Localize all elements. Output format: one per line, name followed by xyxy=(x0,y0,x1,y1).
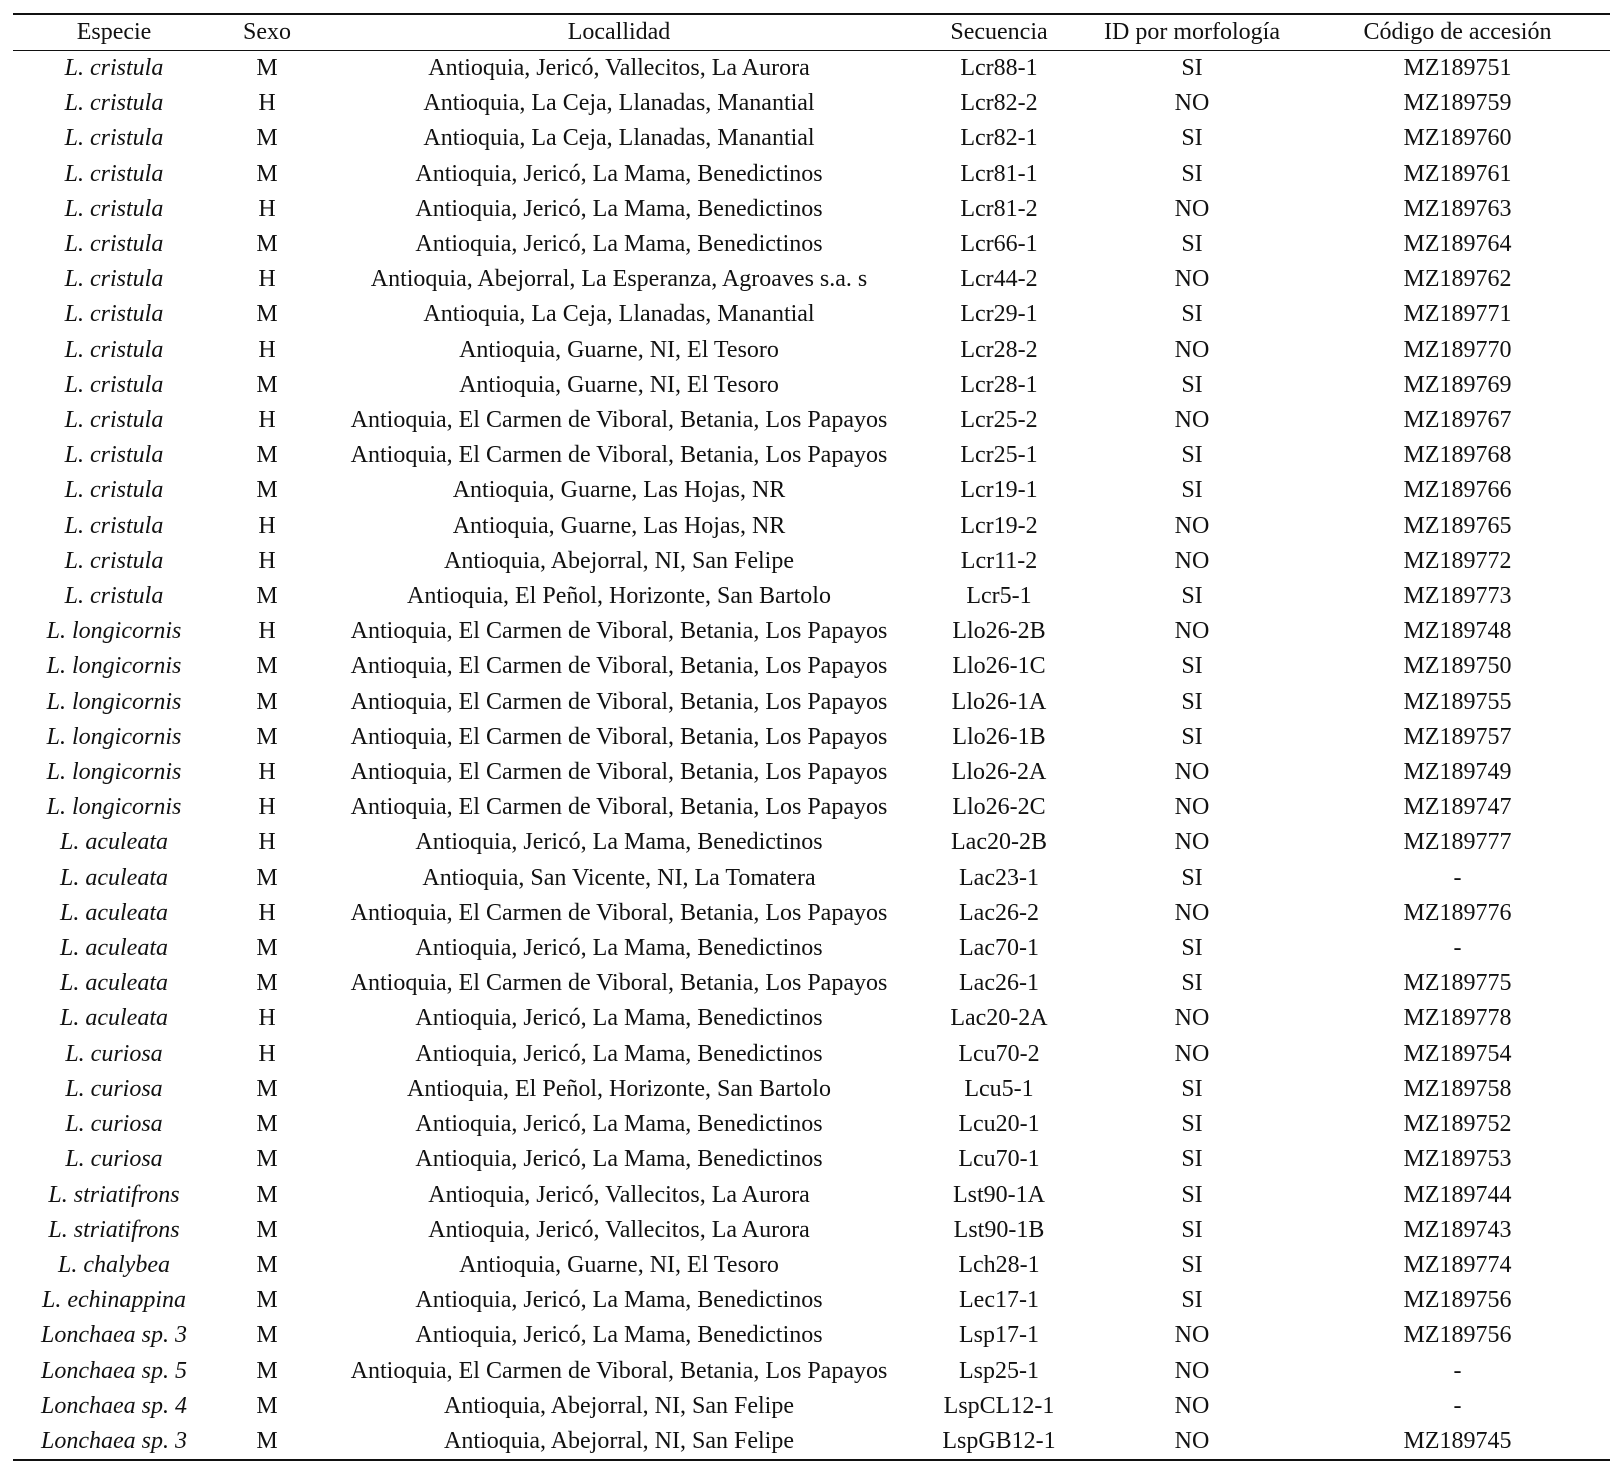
cell-localidad: Antioquia, La Ceja, Llanadas, Manantial xyxy=(423,125,815,152)
cell-localidad: Antioquia, El Carmen de Viboral, Betania, Los Papayos xyxy=(350,653,888,680)
cell-especie: L. aculeata xyxy=(60,970,168,997)
table-row xyxy=(13,720,1610,755)
table-row xyxy=(13,157,1610,192)
cell-id-morfologia: SI xyxy=(1181,1216,1203,1243)
cell-codigo-accesion: MZ189753 xyxy=(1403,1146,1512,1173)
cell-sexo: M xyxy=(256,55,278,81)
cell-secuencia: Lcu70-2 xyxy=(958,1040,1040,1067)
cell-especie: L. aculeata xyxy=(60,829,168,856)
table-row xyxy=(13,227,1610,262)
table-row xyxy=(13,1213,1610,1248)
cell-id-morfologia: SI xyxy=(1181,160,1203,187)
header-id-morfologia: ID por morfología xyxy=(1104,19,1280,45)
cell-secuencia: LspCL12-1 xyxy=(943,1392,1055,1419)
cell-codigo-accesion: - xyxy=(1453,1392,1462,1419)
cell-localidad: Antioquia, Jericó, La Mama, Benedictinos xyxy=(415,1111,823,1138)
cell-id-morfologia: SI xyxy=(1181,301,1203,328)
cell-id-morfologia: SI xyxy=(1181,477,1203,504)
cell-especie: Lonchaea sp. 3 xyxy=(41,1322,187,1349)
cell-localidad: Antioquia, Jericó, La Mama, Benedictinos xyxy=(415,231,823,258)
cell-id-morfologia: SI xyxy=(1181,371,1203,398)
cell-codigo-accesion: MZ189755 xyxy=(1403,688,1512,715)
cell-sexo: M xyxy=(256,864,278,891)
cell-id-morfologia: SI xyxy=(1181,1111,1203,1138)
cell-secuencia: Llo26-2B xyxy=(952,618,1046,645)
cell-id-morfologia: SI xyxy=(1181,1287,1203,1314)
cell-sexo: M xyxy=(256,970,278,997)
cell-sexo: M xyxy=(256,688,278,715)
cell-secuencia: Lst90-1B xyxy=(953,1216,1045,1243)
cell-especie: L. cristula xyxy=(64,547,164,574)
table-row xyxy=(13,614,1610,649)
cell-secuencia: Lcr81-2 xyxy=(960,195,1038,222)
cell-especie: L. cristula xyxy=(64,90,164,117)
cell-especie: L. cristula xyxy=(64,55,164,81)
cell-id-morfologia: NO xyxy=(1174,829,1210,856)
cell-sexo: M xyxy=(256,231,278,258)
cell-codigo-accesion: - xyxy=(1453,935,1462,962)
cell-sexo: H xyxy=(258,547,276,574)
header-sexo: Sexo xyxy=(243,19,291,45)
cell-especie: L. aculeata xyxy=(60,899,168,926)
table-row xyxy=(13,755,1610,790)
cell-codigo-accesion: MZ189750 xyxy=(1403,653,1512,680)
cell-sexo: M xyxy=(256,1146,278,1173)
cell-secuencia: Lst90-1A xyxy=(953,1181,1045,1208)
cell-id-morfologia: NO xyxy=(1174,1005,1210,1032)
cell-codigo-accesion: MZ189764 xyxy=(1403,231,1512,258)
cell-codigo-accesion: MZ189777 xyxy=(1403,829,1512,856)
table-row xyxy=(13,1248,1610,1283)
table-row xyxy=(13,297,1610,332)
table-row xyxy=(13,1283,1610,1318)
cell-localidad: Antioquia, El Peñol, Horizonte, San Bartolo xyxy=(407,583,831,610)
cell-codigo-accesion: MZ189756 xyxy=(1403,1287,1512,1314)
cell-id-morfologia: SI xyxy=(1181,442,1203,469)
cell-sexo: M xyxy=(256,442,278,469)
table-row xyxy=(13,262,1610,297)
cell-localidad: Antioquia, El Carmen de Viboral, Betania, Los Papayos xyxy=(350,759,888,786)
cell-localidad: Antioquia, El Carmen de Viboral, Betania, Los Papayos xyxy=(350,794,888,821)
cell-secuencia: Lcr88-1 xyxy=(960,55,1038,81)
cell-sexo: H xyxy=(258,512,276,539)
cell-especie: L. aculeata xyxy=(60,935,168,962)
cell-sexo: M xyxy=(256,935,278,962)
cell-especie: L. cristula xyxy=(64,336,164,363)
cell-especie: Lonchaea sp. 3 xyxy=(41,1427,187,1454)
cell-localidad: Antioquia, Jericó, La Mama, Benedictinos xyxy=(415,1322,823,1349)
cell-secuencia: Llo26-1B xyxy=(952,723,1046,750)
header-row xyxy=(13,14,1610,51)
cell-especie: L. cristula xyxy=(64,477,164,504)
cell-id-morfologia: NO xyxy=(1174,1392,1210,1419)
cell-localidad: Antioquia, El Carmen de Viboral, Betania, Los Papayos xyxy=(350,407,888,434)
cell-secuencia: Lac20-2B xyxy=(951,829,1047,856)
cell-localidad: Antioquia, Jericó, La Mama, Benedictinos xyxy=(415,829,823,856)
cell-sexo: M xyxy=(256,653,278,680)
table-row xyxy=(13,473,1610,508)
cell-localidad: Antioquia, Abejorral, NI, San Felipe xyxy=(444,1427,794,1454)
cell-id-morfologia: NO xyxy=(1174,336,1210,363)
cell-sexo: M xyxy=(256,160,278,187)
cell-localidad: Antioquia, Jericó, La Mama, Benedictinos xyxy=(415,195,823,222)
cell-especie: L. curiosa xyxy=(65,1040,163,1067)
cell-localidad: Antioquia, El Carmen de Viboral, Betania, Los Papayos xyxy=(350,688,888,715)
cell-codigo-accesion: MZ189752 xyxy=(1403,1111,1512,1138)
cell-especie: L. cristula xyxy=(64,266,164,293)
cell-secuencia: Lcr28-1 xyxy=(960,371,1038,398)
cell-codigo-accesion: MZ189751 xyxy=(1403,55,1512,81)
cell-id-morfologia: NO xyxy=(1174,1322,1210,1349)
cell-sexo: M xyxy=(256,1287,278,1314)
cell-especie: L. aculeata xyxy=(60,1005,168,1032)
cell-sexo: M xyxy=(256,1357,278,1384)
cell-localidad: Antioquia, Abejorral, NI, San Felipe xyxy=(444,547,794,574)
cell-codigo-accesion: MZ189747 xyxy=(1403,794,1512,821)
cell-especie: L. cristula xyxy=(64,231,164,258)
cell-secuencia: Lcu5-1 xyxy=(964,1075,1034,1102)
cell-codigo-accesion: MZ189762 xyxy=(1403,266,1512,293)
cell-secuencia: Lcr29-1 xyxy=(960,301,1038,328)
table-row xyxy=(13,1001,1610,1036)
cell-localidad: Antioquia, Jericó, La Mama, Benedictinos xyxy=(415,160,823,187)
cell-sexo: H xyxy=(258,759,276,786)
table-row xyxy=(13,51,1610,87)
cell-secuencia: Lcr82-1 xyxy=(960,125,1038,152)
cell-secuencia: Llo26-1A xyxy=(951,688,1047,715)
cell-sexo: H xyxy=(258,266,276,293)
table-row xyxy=(13,931,1610,966)
cell-localidad: Antioquia, Jericó, La Mama, Benedictinos xyxy=(415,935,823,962)
cell-especie: L. longicornis xyxy=(46,653,182,680)
cell-localidad: Antioquia, Abejorral, La Esperanza, Agroaves s.a. s xyxy=(370,266,868,293)
cell-codigo-accesion: MZ189760 xyxy=(1403,125,1512,152)
cell-codigo-accesion: MZ189744 xyxy=(1403,1181,1512,1208)
cell-id-morfologia: NO xyxy=(1174,1040,1210,1067)
cell-localidad: Antioquia, El Carmen de Viboral, Betania, Los Papayos xyxy=(350,723,888,750)
cell-id-morfologia: SI xyxy=(1181,970,1203,997)
cell-especie: Lonchaea sp. 5 xyxy=(41,1357,187,1384)
cell-localidad: Antioquia, Abejorral, NI, San Felipe xyxy=(444,1392,794,1419)
cell-especie: L. striatifrons xyxy=(48,1216,180,1243)
cell-secuencia: Lac70-1 xyxy=(959,935,1039,962)
cell-sexo: M xyxy=(256,1181,278,1208)
cell-localidad: Antioquia, Guarne, NI, El Tesoro xyxy=(459,371,779,398)
cell-especie: L. cristula xyxy=(64,160,164,187)
cell-codigo-accesion: MZ189767 xyxy=(1403,407,1512,434)
table-row xyxy=(13,1107,1610,1142)
cell-secuencia: Lsp17-1 xyxy=(959,1322,1039,1349)
cell-localidad: Antioquia, Jericó, Vallecitos, La Aurora xyxy=(428,1216,810,1243)
cell-sexo: H xyxy=(258,1005,276,1032)
cell-codigo-accesion: MZ189773 xyxy=(1403,583,1512,610)
cell-secuencia: Lac26-1 xyxy=(959,970,1039,997)
cell-especie: L. chalybea xyxy=(58,1251,170,1278)
table-row xyxy=(13,544,1610,579)
cell-secuencia: Lcu70-1 xyxy=(958,1146,1040,1173)
cell-especie: L. curiosa xyxy=(65,1146,163,1173)
cell-sexo: M xyxy=(256,371,278,398)
cell-sexo: M xyxy=(256,583,278,610)
cell-secuencia: Llo26-1C xyxy=(952,653,1046,680)
cell-localidad: Antioquia, Jericó, Vallecitos, La Aurora xyxy=(428,55,810,81)
cell-id-morfologia: NO xyxy=(1174,547,1210,574)
cell-localidad: Antioquia, La Ceja, Llanadas, Manantial xyxy=(423,301,815,328)
cell-localidad: Antioquia, La Ceja, Llanadas, Manantial xyxy=(423,90,815,117)
table-row xyxy=(13,685,1610,720)
cell-secuencia: Lcr11-2 xyxy=(960,547,1038,574)
cell-codigo-accesion: MZ189769 xyxy=(1403,371,1512,398)
cell-sexo: M xyxy=(256,1392,278,1419)
cell-secuencia: Llo26-2A xyxy=(951,759,1047,786)
cell-id-morfologia: SI xyxy=(1181,1146,1203,1173)
table-row xyxy=(13,438,1610,473)
table-row xyxy=(13,403,1610,438)
cell-codigo-accesion: MZ189759 xyxy=(1403,90,1512,117)
cell-id-morfologia: SI xyxy=(1181,1075,1203,1102)
cell-secuencia: Lcu20-1 xyxy=(958,1111,1040,1138)
cell-codigo-accesion: MZ189768 xyxy=(1403,442,1512,469)
table-row xyxy=(13,790,1610,825)
cell-codigo-accesion: - xyxy=(1453,864,1462,891)
cell-codigo-accesion: MZ189761 xyxy=(1403,160,1512,187)
cell-secuencia: Lcr81-1 xyxy=(960,160,1038,187)
cell-sexo: H xyxy=(258,90,276,117)
header-secuencia: Secuencia xyxy=(950,19,1048,45)
table-row xyxy=(13,509,1610,544)
cell-secuencia: Lec17-1 xyxy=(959,1287,1039,1314)
cell-secuencia: Lcr25-1 xyxy=(960,442,1038,469)
cell-id-morfologia: SI xyxy=(1181,653,1203,680)
cell-id-morfologia: NO xyxy=(1174,759,1210,786)
cell-sexo: H xyxy=(258,336,276,363)
cell-codigo-accesion: MZ189749 xyxy=(1403,759,1512,786)
cell-localidad: Antioquia, Jericó, La Mama, Benedictinos xyxy=(415,1005,823,1032)
cell-especie: L. echinappina xyxy=(42,1287,186,1314)
cell-id-morfologia: NO xyxy=(1174,195,1210,222)
table-row xyxy=(13,579,1610,614)
cell-especie: L. cristula xyxy=(64,583,164,610)
cell-secuencia: Lcr25-2 xyxy=(960,407,1038,434)
cell-secuencia: Lcr28-2 xyxy=(960,336,1038,363)
cell-codigo-accesion: MZ189771 xyxy=(1403,301,1512,328)
cell-localidad: Antioquia, Jericó, La Mama, Benedictinos xyxy=(415,1040,823,1067)
cell-secuencia: Llo26-2C xyxy=(952,794,1046,821)
cell-localidad: Antioquia, El Peñol, Horizonte, San Bartolo xyxy=(407,1075,831,1102)
cell-especie: L. cristula xyxy=(64,125,164,152)
cell-codigo-accesion: MZ189765 xyxy=(1403,512,1512,539)
cell-sexo: M xyxy=(256,1111,278,1138)
cell-id-morfologia: NO xyxy=(1174,90,1210,117)
table-row xyxy=(13,1072,1610,1107)
cell-id-morfologia: NO xyxy=(1174,1427,1210,1454)
cell-id-morfologia: SI xyxy=(1181,723,1203,750)
table-row xyxy=(13,1142,1610,1177)
table-row xyxy=(13,121,1610,156)
cell-sexo: M xyxy=(256,1251,278,1278)
cell-id-morfologia: SI xyxy=(1181,125,1203,152)
table-row xyxy=(13,192,1610,227)
cell-secuencia: Lcr82-2 xyxy=(960,90,1038,117)
cell-secuencia: Lac26-2 xyxy=(959,899,1039,926)
cell-codigo-accesion: MZ189774 xyxy=(1403,1251,1512,1278)
table-row xyxy=(13,825,1610,860)
table-row xyxy=(13,368,1610,403)
cell-secuencia: Lcr5-1 xyxy=(966,583,1032,610)
cell-localidad: Antioquia, El Carmen de Viboral, Betania, Los Papayos xyxy=(350,1357,888,1384)
cell-id-morfologia: SI xyxy=(1181,583,1203,610)
specimen-table xyxy=(13,13,1610,1461)
cell-id-morfologia: NO xyxy=(1174,618,1210,645)
cell-secuencia: Lac20-2A xyxy=(950,1005,1048,1032)
cell-sexo: H xyxy=(258,407,276,434)
cell-localidad: Antioquia, San Vicente, NI, La Tomatera xyxy=(422,864,816,891)
cell-localidad: Antioquia, El Carmen de Viboral, Betania, Los Papayos xyxy=(350,970,888,997)
cell-id-morfologia: SI xyxy=(1181,1251,1203,1278)
cell-sexo: H xyxy=(258,829,276,856)
table-body xyxy=(13,51,1610,1461)
cell-id-morfologia: NO xyxy=(1174,1357,1210,1384)
table-row xyxy=(13,1354,1610,1389)
cell-codigo-accesion: MZ189756 xyxy=(1403,1322,1512,1349)
cell-especie: Lonchaea sp. 4 xyxy=(41,1392,187,1419)
cell-codigo-accesion: MZ189754 xyxy=(1403,1040,1512,1067)
cell-sexo: M xyxy=(256,301,278,328)
cell-secuencia: Lcr19-2 xyxy=(960,512,1038,539)
cell-codigo-accesion: MZ189758 xyxy=(1403,1075,1512,1102)
table-row xyxy=(13,1037,1610,1072)
cell-localidad: Antioquia, El Carmen de Viboral, Betania, Los Papayos xyxy=(350,899,888,926)
cell-sexo: M xyxy=(256,1075,278,1102)
cell-especie: L. curiosa xyxy=(65,1111,163,1138)
table-row xyxy=(13,1424,1610,1460)
cell-localidad: Antioquia, Jericó, La Mama, Benedictinos xyxy=(415,1146,823,1173)
cell-especie: L. aculeata xyxy=(60,864,168,891)
cell-secuencia: Lcr66-1 xyxy=(960,231,1038,258)
cell-id-morfologia: SI xyxy=(1181,55,1203,81)
cell-sexo: H xyxy=(258,899,276,926)
cell-codigo-accesion: MZ189763 xyxy=(1403,195,1512,222)
table-row xyxy=(13,896,1610,931)
cell-localidad: Antioquia, Guarne, NI, El Tesoro xyxy=(459,1251,779,1278)
cell-codigo-accesion: MZ189766 xyxy=(1403,477,1512,504)
cell-secuencia: Lch28-1 xyxy=(958,1251,1040,1278)
cell-id-morfologia: NO xyxy=(1174,407,1210,434)
cell-especie: L. longicornis xyxy=(46,618,182,645)
cell-id-morfologia: SI xyxy=(1181,688,1203,715)
table-row xyxy=(13,1318,1610,1353)
cell-especie: L. cristula xyxy=(64,407,164,434)
cell-sexo: M xyxy=(256,1216,278,1243)
cell-secuencia: Lac23-1 xyxy=(959,864,1039,891)
table-row xyxy=(13,649,1610,684)
cell-id-morfologia: SI xyxy=(1181,935,1203,962)
cell-sexo: M xyxy=(256,477,278,504)
cell-sexo: H xyxy=(258,794,276,821)
cell-id-morfologia: NO xyxy=(1174,266,1210,293)
cell-localidad: Antioquia, Guarne, Las Hojas, NR xyxy=(452,477,786,504)
cell-especie: L. cristula xyxy=(64,442,164,469)
cell-secuencia: Lcr44-2 xyxy=(960,266,1038,293)
cell-especie: L. cristula xyxy=(64,371,164,398)
cell-id-morfologia: NO xyxy=(1174,512,1210,539)
cell-localidad: Antioquia, Jericó, La Mama, Benedictinos xyxy=(415,1287,823,1314)
cell-codigo-accesion: MZ189778 xyxy=(1403,1005,1512,1032)
cell-sexo: M xyxy=(256,1322,278,1349)
cell-sexo: M xyxy=(256,1427,278,1454)
cell-id-morfologia: SI xyxy=(1181,231,1203,258)
cell-especie: L. striatifrons xyxy=(48,1181,180,1208)
table-row xyxy=(13,333,1610,368)
cell-especie: L. longicornis xyxy=(46,794,182,821)
cell-sexo: H xyxy=(258,1040,276,1067)
cell-codigo-accesion: MZ189745 xyxy=(1403,1427,1512,1454)
cell-secuencia: Lcr19-1 xyxy=(960,477,1038,504)
cell-especie: L. cristula xyxy=(64,512,164,539)
cell-codigo-accesion: MZ189743 xyxy=(1403,1216,1512,1243)
cell-codigo-accesion: MZ189770 xyxy=(1403,336,1512,363)
cell-id-morfologia: NO xyxy=(1174,899,1210,926)
cell-especie: L. longicornis xyxy=(46,688,182,715)
cell-codigo-accesion: - xyxy=(1453,1357,1462,1384)
cell-sexo: H xyxy=(258,618,276,645)
cell-sexo: H xyxy=(258,195,276,222)
cell-especie: L. cristula xyxy=(64,195,164,222)
cell-id-morfologia: NO xyxy=(1174,794,1210,821)
cell-codigo-accesion: MZ189776 xyxy=(1403,899,1512,926)
cell-sexo: M xyxy=(256,125,278,152)
table-row xyxy=(13,861,1610,896)
cell-codigo-accesion: MZ189748 xyxy=(1403,618,1512,645)
cell-secuencia: LspGB12-1 xyxy=(942,1427,1056,1454)
table-header xyxy=(13,14,1610,51)
cell-localidad: Antioquia, El Carmen de Viboral, Betania, Los Papayos xyxy=(350,618,888,645)
cell-codigo-accesion: MZ189772 xyxy=(1403,547,1512,574)
header-codigo-accesion: Código de accesión xyxy=(1363,19,1552,45)
cell-codigo-accesion: MZ189775 xyxy=(1403,970,1512,997)
cell-id-morfologia: SI xyxy=(1181,864,1203,891)
cell-codigo-accesion: MZ189757 xyxy=(1403,723,1512,750)
cell-sexo: M xyxy=(256,723,278,750)
cell-localidad: Antioquia, Guarne, Las Hojas, NR xyxy=(452,512,786,539)
table-row xyxy=(13,966,1610,1001)
header-localidad: Locallidad xyxy=(567,19,671,45)
cell-localidad: Antioquia, El Carmen de Viboral, Betania, Los Papayos xyxy=(350,442,888,469)
cell-id-morfologia: SI xyxy=(1181,1181,1203,1208)
cell-localidad: Antioquia, Jericó, Vallecitos, La Aurora xyxy=(428,1181,810,1208)
header-especie: Especie xyxy=(76,19,152,45)
cell-secuencia: Lsp25-1 xyxy=(959,1357,1039,1384)
cell-especie: L. curiosa xyxy=(65,1075,163,1102)
cell-localidad: Antioquia, Guarne, NI, El Tesoro xyxy=(459,336,779,363)
cell-especie: L. longicornis xyxy=(46,759,182,786)
table-row xyxy=(13,86,1610,121)
table-row xyxy=(13,1389,1610,1424)
cell-especie: L. cristula xyxy=(64,301,164,328)
cell-especie: L. longicornis xyxy=(46,723,182,750)
table-row xyxy=(13,1178,1610,1213)
